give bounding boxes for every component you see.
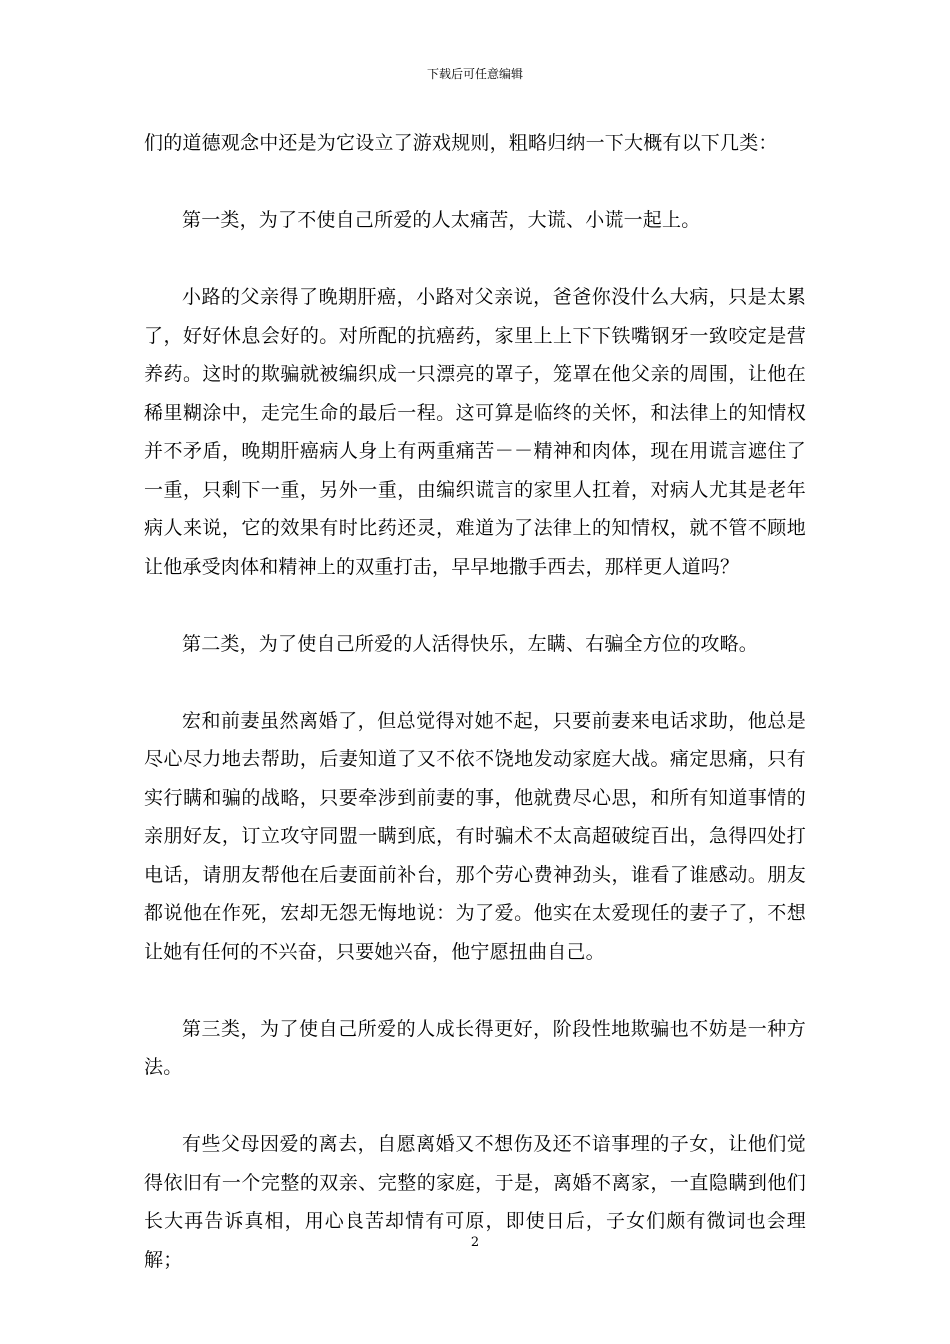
paragraph-continuation: 们的道德观念中还是为它设立了游戏规则，粗略归纳一下大概有以下几类： [144,132,778,154]
paragraph-example-one: 小路的父亲得了晚期肝癌，小路对父亲说，爸爸你没什么大病，只是太累了，好好休息会好的。对所配的抗癌药，家里上上下下铁嘴钢牙一致咬定是营养药。这时的欺骗就被编织成一只漂亮的罩子，笼罩在他父亲的周围，让他在稀里糊涂中，走完生命的最后一程。这可算是临终的关怀，和法律上的知情权并不矛盾，晚期肝癌病人身上有两重痛苦－－精神和肉体，现在用谎言遮住了一重，只剩下一重，另外一重，由编织谎言的家里人扛着，对病人尤其是老年病人来说，它的效果有时比药还灵，难道为了法律上的知情权，就不管不顾地让他承受肉体和精神上的双重打击，早早地撒手西去，那样更人道吗？ [144,286,806,578]
page-number: 2 [470,1235,480,1250]
document-body [144,124,806,1279]
paragraph-category-one: 第一类，为了不使自己所爱的人太痛苦，大谎、小谎一起上。 [182,209,701,231]
paragraph-category-three: 第三类，为了使自己所爱的人成长得更好，阶段性地欺骗也不妨是一种方法。 [144,1017,806,1078]
paragraph-example-three: 有些父母因爱的离去，自愿离婚又不想伤及还不谙事理的子女，让他们觉得依旧有一个完整的双亲、完整的家庭，于是，离婚不离家，一直隐瞒到他们长大再告诉真相，用心良苦却情有可原，即使日后，子女们颇有微词也会理解； [144,1133,806,1271]
paragraph-example-two: 宏和前妻虽然离婚了，但总觉得对她不起，只要前妻来电话求助，他总是尽心尽力地去帮助，后妻知道了又不依不饶地发动家庭大战。痛定思痛，只有实行瞒和骗的战略，只要牵涉到前妻的事，他就费尽心思，和所有知道事情的亲朋好友，订立攻守同盟一瞒到底，有时骗术不太高超破绽百出，急得四处打电话，请朋友帮他在后妻面前补台，那个劳心费神劲头，谁看了谁感动。朋友都说他在作死，宏却无怨无悔地说：为了爱。他实在太爱现任的妻子了，不想让她有任何的不兴奋，只要她兴奋，他宁愿扭曲自己。 [144,709,806,963]
paragraph-category-two: 第二类，为了使自己所爱的人活得快乐，左瞒、右骗全方位的攻略。 [182,632,759,655]
page-header: 下载后可任意编辑 [426,67,523,81]
